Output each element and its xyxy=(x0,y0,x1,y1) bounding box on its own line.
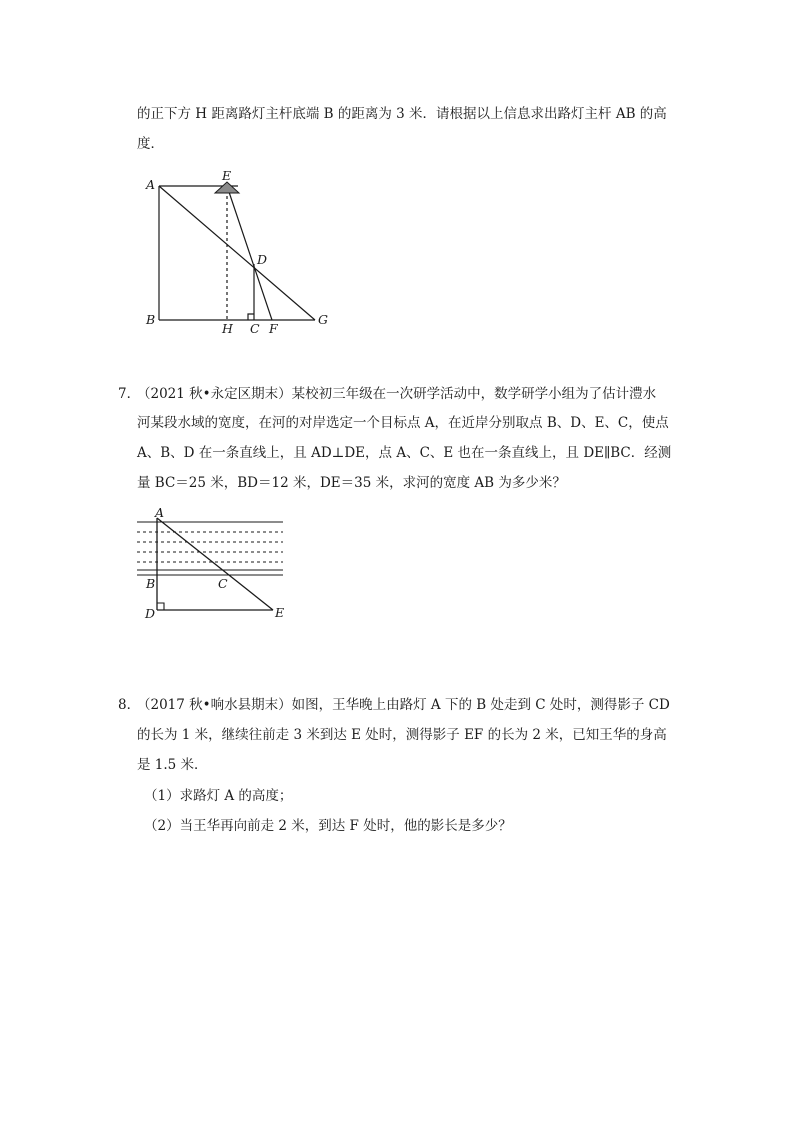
problem8-text-line-3: 是 1.5 米． xyxy=(137,757,208,773)
problem6-text-line-1: 的正下方 H 距离路灯主杆底端 B 的距离为 3 米．请根据以上信息求出路灯主杆 AB 的高 xyxy=(137,106,667,122)
problem8-text-line-2: 的长为 1 米，继续往前走 3 米到达 E 处时，测得影子 EF 的长为 2 米，已知王华的身高 xyxy=(137,727,667,743)
problem7-text-line-1: （2021 秋•永定区期末）某校初三年级在一次研学活动中，数学研学小组为了估计澧水 xyxy=(137,386,657,402)
label-D: D xyxy=(257,252,268,267)
problem7-text-line-3: A、B、D 在一条直线上，且 AD⊥DE，点 A、C、E 也在一条直线上，且 DE∥BC．经测 xyxy=(137,445,672,461)
problem8-subquestion-1: （1）求路灯 A 的高度； xyxy=(144,788,293,804)
label-A: A xyxy=(155,505,165,520)
problem8-number: 8． xyxy=(118,697,141,713)
problem7-number: 7． xyxy=(118,386,141,402)
problem6-text-line-2: 度． xyxy=(137,136,164,152)
problem8-subquestion-2: （2）当王华再向前走 2 米，到达 F 处时，他的影长是多少？ xyxy=(144,818,512,834)
label-C: C xyxy=(218,576,228,591)
problem8-text-line-1: （2017 秋•响水县期末）如图，王华晚上由路灯 A 下的 B 处走到 C 处时，测得影子 CD xyxy=(137,697,670,713)
label-H: H xyxy=(222,321,233,336)
label-G: G xyxy=(318,312,328,327)
problem7-text-line-4: 量 BC＝25 米，BD＝12 米，DE＝35 米，求河的宽度 AB 为多少米？ xyxy=(137,475,566,491)
label-E: E xyxy=(222,168,232,183)
label-B: B xyxy=(146,576,156,591)
label-C: C xyxy=(250,321,260,336)
problem7-text-line-2: 河某段水域的宽度，在河的对岸选定一个目标点 A，在近岸分别取点 B、D、E、C，使点 xyxy=(137,415,669,431)
label-B: B xyxy=(146,312,156,327)
label-D: D xyxy=(145,606,156,621)
label-F: F xyxy=(269,321,278,336)
label-A: A xyxy=(146,177,156,192)
label-E: E xyxy=(275,605,285,620)
right-angle-mark xyxy=(157,603,164,610)
